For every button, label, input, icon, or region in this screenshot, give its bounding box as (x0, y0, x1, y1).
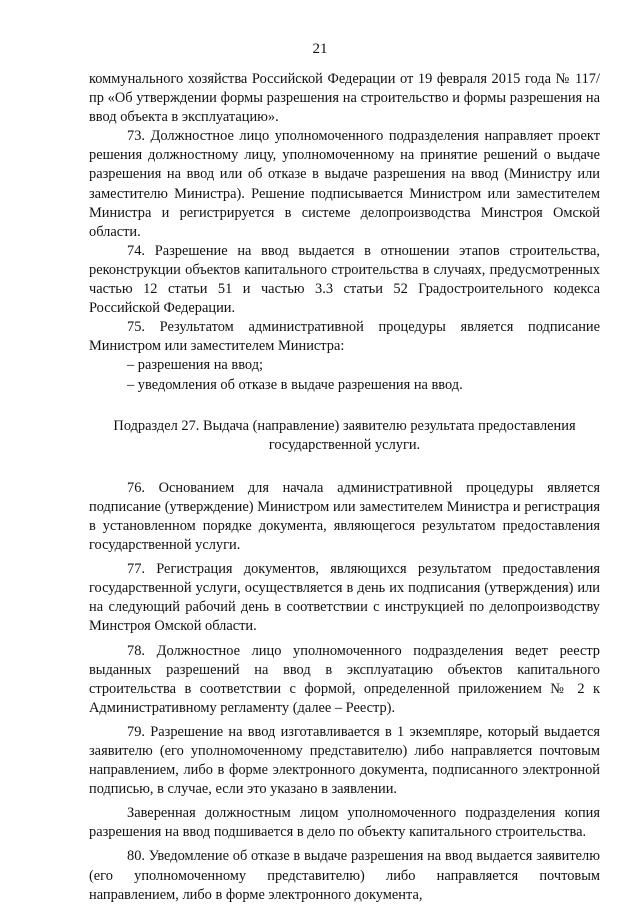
paragraph-continuation: коммунального хозяйства Российской Федерации от 19 февраля 2015 года № 117/пр «Об утверждении формы разрешения на строительство и формы разрешения на ввод объекта в эксплуатацию». (89, 71, 600, 126)
list-item-refusal: – уведомления об отказе в выдаче разрешения на ввод. (127, 376, 463, 393)
paragraph-78: 78. Должностное лицо уполномоченного подразделения ведет реестр выданных разрешений на ввод в эксплуатацию объектов капитального строительства в соответствии с формой, определенной приложением № 2 к Административному регламенту (далее – Реестр). (89, 642, 600, 716)
paragraph-79-copy: Заверенная должностным лицом уполномоченного подразделения копия разрешения на ввод подшивается в дело по объекту капитального строительства. (89, 805, 600, 841)
subsection-heading (89, 417, 600, 455)
subsection-heading-line2: государственной услуги. (268, 436, 421, 453)
paragraph-79: 79. Разрешение на ввод изготавливается в 1 экземпляре, который выдается заявителю (его уполномоченному представителю) либо направляется почтовым направлением, либо в форме электронного документа, подписанного электронной подписью, в случае, если это указано в заявлении. (89, 723, 600, 798)
paragraph-77: 77. Регистрация документов, являющихся результатом предоставления государственной услуги, осуществляется в день их подписания (утверждения) или на следующий рабочий день в соответствии с инструкцией по делопроизводству Минстроя Омской области. (89, 561, 600, 635)
paragraph-75: 75. Результатом административной процедуры является подписание Министром или заместителем Министра: (89, 319, 600, 355)
paragraph-80: 80. Уведомление об отказе в выдаче разрешения на ввод выдается заявителю (его уполномоченному представителю) либо направляется почтовым направлением, либо в форме электронного документа, (89, 848, 600, 903)
paragraph-73: 73. Должностное лицо уполномоченного подразделения направляет проект решения должностному лицу, уполномоченному на принятие решений о выдаче разрешения на ввод или об отказе в выдаче разрешения на ввод (Министру или заместителю Министра). Решение подписывается Министром или заместителем Министра и регистрируется в системе делопроизводства Минстроя Омской области. (89, 128, 600, 240)
paragraph-76: 76. Основанием для начала административной процедуры является подписание (утверждение) Министром или заместителем Министра и регистрация в установленном порядке документа, являющегося результатом предоставления государственной услуги. (89, 479, 600, 554)
document-body (89, 70, 600, 905)
paragraph-74: 74. Разрешение на ввод выдается в отношении этапов строительства, реконструкции объектов капитального строительства в случаях, предусмотренных частью 12 статьи 51 и частью 3.3 статьи 52 Градостроительного кодекса Российской Федерации. (89, 242, 600, 317)
subsection-heading-line1: Подраздел 27. Выдача (направление) заявителю результата предоставления (113, 417, 576, 434)
list-item-permit: – разрешения на ввод; (127, 357, 264, 374)
page-number: 21 (312, 41, 328, 57)
